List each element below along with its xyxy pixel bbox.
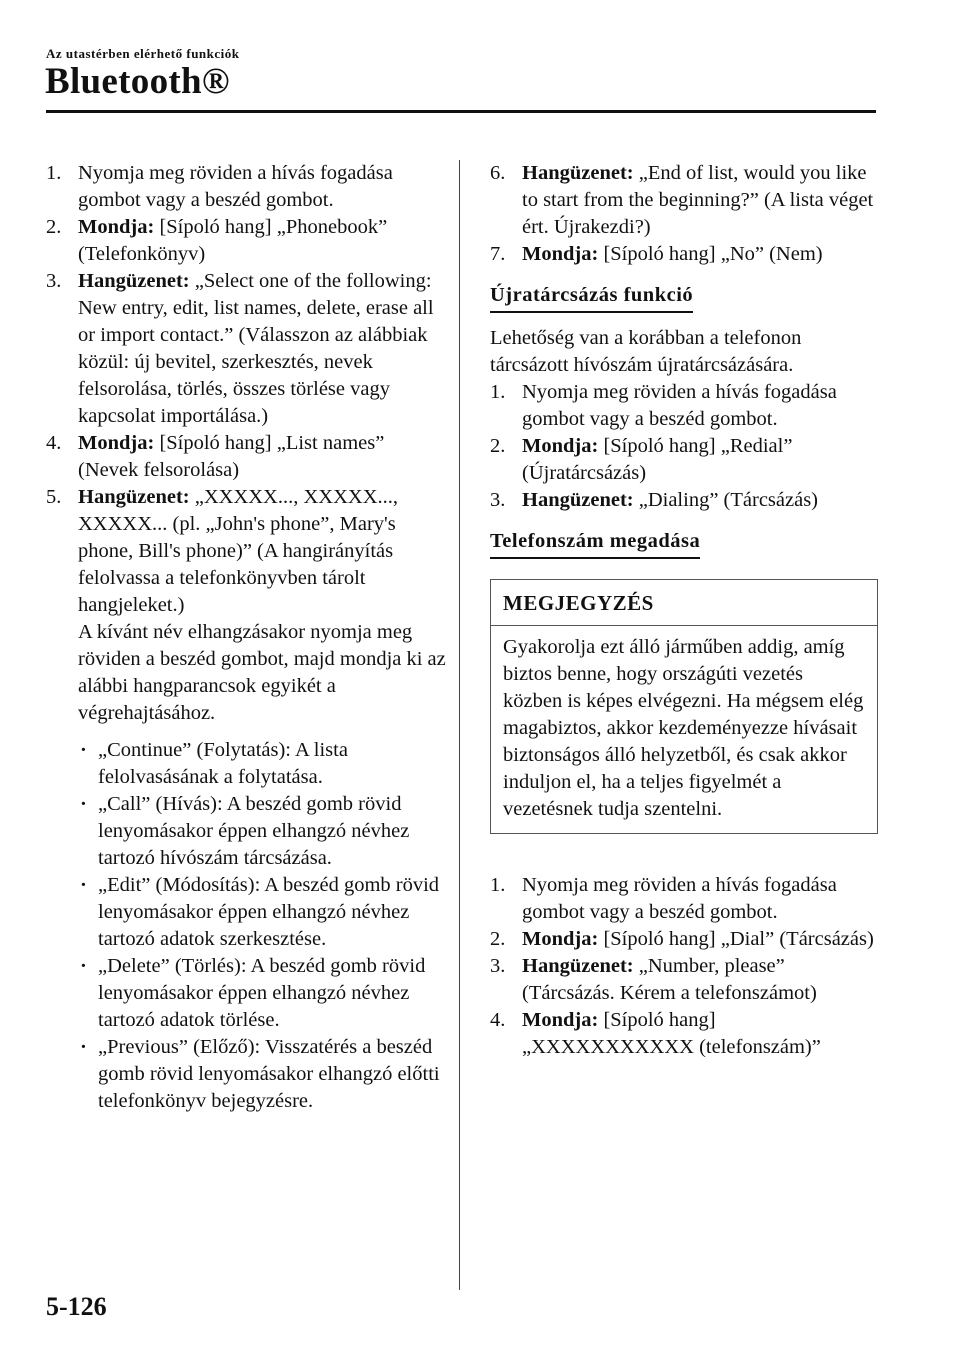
dial-step-2 (490, 926, 878, 953)
note-body: Gyakorolja ezt álló járműben addig, amíg biztos benne, hogy országúti vezetés közben is képes elvégezni. Ha mégsem elég magabiztos, akkor kezdeményezze hívásait biztonságos álló helyzetből, és csak akkor induljon el, ha a teljes figyelmét a vezetésnek tudja szentelni. (503, 636, 864, 820)
list-item-text: „Previous” (Előző): Visszatérés a beszéd gomb rövid lenyomásakor elhangzó előtti telefonkönyv bejegyzésre. (98, 1036, 440, 1112)
bullet-icon: · (80, 1036, 87, 1058)
step-number: 6. (490, 162, 506, 184)
step-label: Mondja: (78, 432, 155, 454)
page-title: Bluetooth® (45, 61, 230, 102)
list-item (78, 1034, 446, 1115)
list-item-text: „Continue” (Folytatás): A lista felolvasásának a folytatása. (98, 739, 348, 788)
voice-command-list (46, 737, 446, 1115)
step-2 (46, 214, 446, 268)
step-label: Hangüzenet: (78, 270, 190, 292)
step-label: Mondja: (78, 216, 155, 238)
list-item (78, 791, 446, 872)
step-number: 4. (490, 1009, 506, 1031)
step-text: [Sípoló hang] „Redial” (Újratárcsázás) (522, 435, 793, 484)
dial-step-4 (490, 1007, 878, 1061)
redial-intro: Lehetőség van a korábban a telefonon tárcsázott hívószám újratárcsázására. (490, 327, 802, 376)
step-label: Hangüzenet: (78, 486, 190, 508)
step-number: 1. (46, 162, 62, 184)
bullet-icon: · (80, 739, 87, 761)
step-label: Mondja: (522, 1009, 599, 1031)
column-divider (459, 160, 460, 1290)
step-text: Nyomja meg röviden a hívás fogadása gombot vagy a beszéd gombot. (78, 162, 393, 211)
right-column (490, 160, 878, 1061)
step-label: Mondja: (522, 435, 599, 457)
step-text: [Sípoló hang] „XXXXXXXXXXX (telefonszám)” (522, 1009, 821, 1058)
redial-step-1 (490, 379, 878, 433)
bullet-icon: · (80, 874, 87, 896)
step-number: 2. (46, 216, 62, 238)
step-text: „Number, please” (Tárcsázás. Kérem a telefonszámot) (522, 955, 817, 1004)
list-item (78, 737, 446, 791)
redial-step-3 (490, 487, 878, 514)
step-5-instructions: A kívánt név elhangzásakor nyomja meg röviden a beszéd gombot, majd mondja ki az alábbi hangparancsok egyikét a végrehajtásához. (78, 621, 446, 724)
step-text: Nyomja meg röviden a hívás fogadása gombot vagy a beszéd gombot. (522, 381, 837, 430)
step-1 (46, 160, 446, 214)
note-box (490, 579, 878, 834)
step-number: 1. (490, 381, 506, 403)
step-label: Mondja: (522, 243, 599, 265)
step-number: 1. (490, 874, 506, 896)
step-7 (490, 241, 878, 268)
step-number: 2. (490, 928, 506, 950)
step-label: Hangüzenet: (522, 489, 634, 511)
step-number: 5. (46, 486, 62, 508)
dial-step-3 (490, 953, 878, 1007)
step-number: 2. (490, 435, 506, 457)
left-column (46, 160, 446, 1115)
list-item-text: „Delete” (Törlés): A beszéd gomb rövid lenyomásakor éppen elhangzó névhez tartozó adatok törlése. (98, 955, 426, 1031)
bullet-icon: · (80, 793, 87, 815)
step-6 (490, 160, 878, 241)
step-text: „End of list, would you like to start from the beginning?” (A lista véget ért. Újrakezdi?) (522, 162, 874, 238)
note-title: MEGJEGYZÉS (491, 580, 877, 626)
step-4 (46, 430, 446, 484)
list-item-text: „Call” (Hívás): A beszéd gomb rövid lenyomásakor éppen elhangzó névhez tartozó hívószám tárcsázása. (98, 793, 410, 869)
page-number: 5-126 (46, 1292, 107, 1321)
header-rule (46, 110, 876, 113)
step-text: „Dialing” (Tárcsázás) (638, 489, 818, 511)
step-label: Hangüzenet: (522, 955, 634, 977)
dial-heading: Telefonszám megadása (490, 528, 700, 559)
step-text: [Sípoló hang] „No” (Nem) (603, 243, 823, 265)
step-text: [Sípoló hang] „Phonebook” (Telefonkönyv) (78, 216, 388, 265)
step-text: „XXXXX..., XXXXX..., XXXXX... (pl. „John's phone”, Mary's phone, Bill's phone)” (A hangirányítás felolvassa a telefonkönyvben tárolt hangjeleket.) (78, 486, 399, 616)
step-label: Mondja: (522, 928, 599, 950)
step-number: 3. (490, 489, 506, 511)
list-item (78, 872, 446, 953)
step-number: 7. (490, 243, 506, 265)
step-text: Nyomja meg röviden a hívás fogadása gombot vagy a beszéd gombot. (522, 874, 837, 923)
step-number: 3. (46, 270, 62, 292)
list-item (78, 953, 446, 1034)
bullet-icon: · (80, 955, 87, 977)
step-text: [Sípoló hang] „List names” (Nevek felsorolása) (78, 432, 385, 481)
redial-heading: Újratárcsázás funkció (490, 282, 693, 313)
section-subtitle: Az utastérben elérhető funkciók (46, 46, 240, 61)
list-item-text: „Edit” (Módosítás): A beszéd gomb rövid lenyomásakor éppen elhangzó névhez tartozó adatok szerkesztése. (98, 874, 440, 950)
step-label: Hangüzenet: (522, 162, 634, 184)
step-number: 4. (46, 432, 62, 454)
step-5 (46, 484, 446, 619)
step-text: [Sípoló hang] „Dial” (Tárcsázás) (603, 928, 874, 950)
step-text: „Select one of the following: New entry, edit, list names, delete, erase all or import contact.” (Válasszon az alábbiak közül: új bevitel, szerkesztés, nevek felsorolása, törlés, összes törlése vagy kapcsolat importálása.) (78, 270, 434, 427)
redial-step-2 (490, 433, 878, 487)
step-3 (46, 268, 446, 430)
dial-step-1 (490, 872, 878, 926)
step-number: 3. (490, 955, 506, 977)
